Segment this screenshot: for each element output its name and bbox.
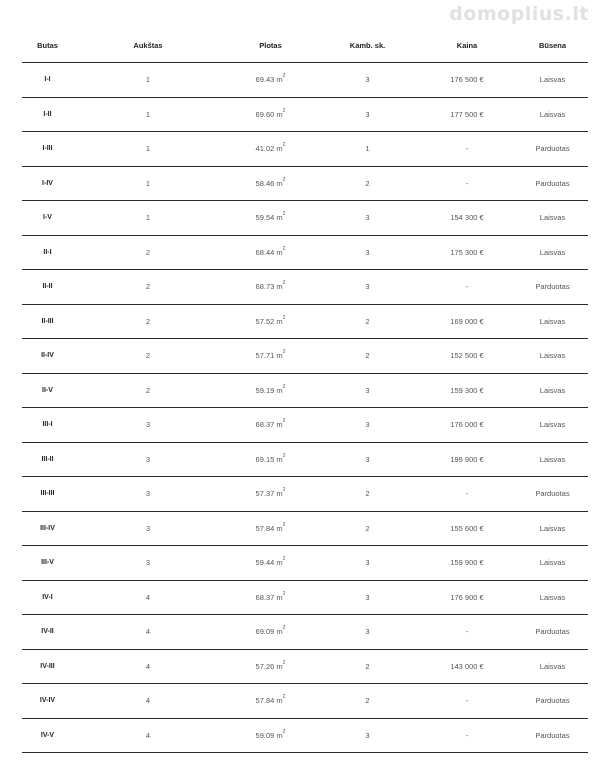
- area-value: 57.52: [255, 316, 275, 326]
- cell-busena: Parduotas: [517, 615, 588, 650]
- area-unit: m: [276, 385, 283, 395]
- area-unit-exponent: 2: [282, 487, 286, 494]
- cell-plotas: [223, 201, 318, 236]
- cell-kamb: 3: [318, 63, 417, 98]
- area-unit: m: [276, 454, 283, 464]
- cell-kaina: -: [417, 270, 517, 305]
- cell-busena: Parduotas: [517, 477, 588, 512]
- cell-kamb: 2: [318, 304, 417, 339]
- cell-aukstas: 4: [73, 615, 223, 650]
- cell-busena: Parduotas: [517, 270, 588, 305]
- cell-kaina: 199 900 €: [417, 442, 517, 477]
- cell-kaina: 176 900 €: [417, 580, 517, 615]
- area-unit-exponent: 2: [282, 176, 286, 183]
- cell-busena: Parduotas: [517, 166, 588, 201]
- cell-busena: Parduotas: [517, 684, 588, 719]
- cell-plotas: [223, 373, 318, 408]
- cell-kamb: 3: [318, 201, 417, 236]
- cell-kaina: 175 300 €: [417, 235, 517, 270]
- table-row: [22, 477, 588, 512]
- table-row: [22, 511, 588, 546]
- cell-butas: II-II: [22, 270, 73, 305]
- cell-kaina: 176 000 €: [417, 408, 517, 443]
- cell-aukstas: 2: [73, 339, 223, 374]
- cell-kamb: 2: [318, 511, 417, 546]
- area-unit: m: [276, 661, 283, 671]
- cell-aukstas: 1: [73, 132, 223, 167]
- area-value: 59.54: [255, 213, 275, 223]
- cell-plotas: [223, 132, 318, 167]
- table-row: [22, 408, 588, 443]
- cell-kamb: 3: [318, 442, 417, 477]
- cell-busena: Laisvas: [517, 442, 588, 477]
- cell-butas: IV-II: [22, 615, 73, 650]
- area-unit-exponent: 2: [282, 383, 286, 390]
- table-row: [22, 442, 588, 477]
- cell-butas: III-V: [22, 546, 73, 581]
- cell-butas: III-IV: [22, 511, 73, 546]
- area-unit-exponent: 2: [282, 211, 286, 218]
- cell-plotas: [223, 718, 318, 753]
- cell-kamb: 2: [318, 166, 417, 201]
- cell-kamb: 3: [318, 615, 417, 650]
- cell-kamb: 2: [318, 339, 417, 374]
- area-unit-exponent: 2: [282, 452, 286, 459]
- cell-plotas: [223, 97, 318, 132]
- area-unit-exponent: 2: [282, 349, 286, 356]
- header-aukstas: Aukštas: [73, 28, 223, 63]
- cell-aukstas: 1: [73, 201, 223, 236]
- area-value: 57.71: [255, 351, 275, 361]
- cell-kamb: 3: [318, 97, 417, 132]
- cell-aukstas: 3: [73, 408, 223, 443]
- table-row: [22, 304, 588, 339]
- cell-plotas: [223, 408, 318, 443]
- cell-busena: Parduotas: [517, 132, 588, 167]
- cell-busena: Laisvas: [517, 373, 588, 408]
- area-unit: m: [276, 178, 283, 188]
- cell-plotas: [223, 304, 318, 339]
- table-row: [22, 615, 588, 650]
- cell-aukstas: 1: [73, 97, 223, 132]
- cell-kamb: 3: [318, 373, 417, 408]
- area-unit: m: [276, 696, 283, 706]
- cell-aukstas: 3: [73, 442, 223, 477]
- area-unit-exponent: 2: [282, 245, 286, 252]
- table-row: [22, 339, 588, 374]
- area-unit-exponent: 2: [282, 728, 286, 735]
- cell-butas: I-I: [22, 63, 73, 98]
- cell-plotas: [223, 235, 318, 270]
- table-row: [22, 718, 588, 753]
- cell-butas: IV-I: [22, 580, 73, 615]
- cell-butas: II-V: [22, 373, 73, 408]
- cell-plotas: [223, 166, 318, 201]
- area-unit: m: [276, 282, 283, 292]
- header-kaina: Kaina: [417, 28, 517, 63]
- cell-plotas: [223, 511, 318, 546]
- area-unit-exponent: 2: [282, 314, 286, 321]
- cell-butas: IV-III: [22, 649, 73, 684]
- cell-butas: II-III: [22, 304, 73, 339]
- cell-plotas: [223, 649, 318, 684]
- area-unit: m: [276, 627, 283, 637]
- cell-kamb: 3: [318, 235, 417, 270]
- cell-butas: II-I: [22, 235, 73, 270]
- area-value: 59.19: [255, 385, 275, 395]
- table-row: [22, 201, 588, 236]
- cell-plotas: [223, 477, 318, 512]
- cell-aukstas: 1: [73, 166, 223, 201]
- area-unit-exponent: 2: [282, 107, 286, 114]
- cell-kaina: -: [417, 615, 517, 650]
- cell-butas: I-III: [22, 132, 73, 167]
- cell-plotas: [223, 63, 318, 98]
- cell-busena: Laisvas: [517, 63, 588, 98]
- cell-butas: I-II: [22, 97, 73, 132]
- cell-aukstas: 4: [73, 649, 223, 684]
- area-unit-exponent: 2: [282, 556, 286, 563]
- cell-aukstas: 3: [73, 511, 223, 546]
- area-unit-exponent: 2: [282, 659, 286, 666]
- watermark: domoplius.lt: [449, 3, 589, 25]
- area-unit: m: [276, 558, 283, 568]
- area-value: 69.15: [255, 454, 275, 464]
- cell-aukstas: 2: [73, 373, 223, 408]
- area-unit: m: [276, 75, 283, 85]
- cell-butas: IV-V: [22, 718, 73, 753]
- area-value: 68.37: [255, 592, 275, 602]
- area-value: 59.44: [255, 558, 275, 568]
- apartments-table: [22, 28, 588, 753]
- cell-busena: Laisvas: [517, 201, 588, 236]
- area-unit-exponent: 2: [282, 625, 286, 632]
- area-value: 41.02: [255, 144, 275, 154]
- cell-kaina: 177 500 €: [417, 97, 517, 132]
- cell-kamb: 2: [318, 649, 417, 684]
- table-row: [22, 684, 588, 719]
- cell-butas: III-III: [22, 477, 73, 512]
- area-unit: m: [276, 316, 283, 326]
- area-unit-exponent: 2: [282, 521, 286, 528]
- cell-kaina: 159 300 €: [417, 373, 517, 408]
- cell-busena: Laisvas: [517, 546, 588, 581]
- cell-kaina: -: [417, 166, 517, 201]
- area-unit: m: [276, 489, 283, 499]
- cell-aukstas: 3: [73, 477, 223, 512]
- cell-butas: II-IV: [22, 339, 73, 374]
- cell-kamb: 3: [318, 408, 417, 443]
- table-row: [22, 373, 588, 408]
- cell-busena: Laisvas: [517, 339, 588, 374]
- area-unit: m: [276, 730, 283, 740]
- cell-busena: Laisvas: [517, 580, 588, 615]
- cell-kamb: 3: [318, 546, 417, 581]
- cell-busena: Laisvas: [517, 511, 588, 546]
- cell-aukstas: 2: [73, 235, 223, 270]
- area-unit: m: [276, 351, 283, 361]
- cell-butas: III-II: [22, 442, 73, 477]
- area-value: 57.37: [255, 489, 275, 499]
- cell-kamb: 2: [318, 477, 417, 512]
- cell-busena: Laisvas: [517, 235, 588, 270]
- cell-kaina: -: [417, 718, 517, 753]
- cell-kaina: -: [417, 132, 517, 167]
- cell-plotas: [223, 339, 318, 374]
- area-unit-exponent: 2: [282, 418, 286, 425]
- cell-aukstas: 4: [73, 684, 223, 719]
- cell-plotas: [223, 442, 318, 477]
- area-value: 57.26: [255, 661, 275, 671]
- header-plotas: Plotas: [223, 28, 318, 63]
- cell-plotas: [223, 270, 318, 305]
- table-row: [22, 235, 588, 270]
- table-row: [22, 166, 588, 201]
- cell-kaina: 152 500 €: [417, 339, 517, 374]
- cell-kamb: 3: [318, 718, 417, 753]
- cell-kaina: 143 000 €: [417, 649, 517, 684]
- table-row: [22, 270, 588, 305]
- area-unit-exponent: 2: [282, 73, 286, 80]
- area-value: 69.43: [255, 75, 275, 85]
- cell-plotas: [223, 580, 318, 615]
- area-unit: m: [276, 109, 283, 119]
- header-kamb: Kamb. sk.: [318, 28, 417, 63]
- cell-aukstas: 3: [73, 546, 223, 581]
- cell-plotas: [223, 684, 318, 719]
- cell-butas: I-V: [22, 201, 73, 236]
- area-value: 58.46: [255, 178, 275, 188]
- area-value: 57.84: [255, 696, 275, 706]
- cell-aukstas: 2: [73, 304, 223, 339]
- area-value: 68.73: [255, 282, 275, 292]
- cell-busena: Laisvas: [517, 408, 588, 443]
- area-unit-exponent: 2: [282, 590, 286, 597]
- area-unit-exponent: 2: [282, 694, 286, 701]
- cell-kaina: 159 900 €: [417, 546, 517, 581]
- table-row: [22, 132, 588, 167]
- header-butas: Butas: [22, 28, 73, 63]
- area-unit-exponent: 2: [282, 142, 286, 149]
- cell-kaina: -: [417, 684, 517, 719]
- cell-plotas: [223, 615, 318, 650]
- area-value: 69.60: [255, 109, 275, 119]
- area-unit-exponent: 2: [282, 280, 286, 287]
- cell-kamb: 3: [318, 270, 417, 305]
- cell-aukstas: 4: [73, 580, 223, 615]
- area-unit: m: [276, 592, 283, 602]
- area-value: 57.84: [255, 523, 275, 533]
- area-value: 68.44: [255, 247, 275, 257]
- cell-kaina: 154 300 €: [417, 201, 517, 236]
- cell-butas: IV-IV: [22, 684, 73, 719]
- cell-kaina: 176 500 €: [417, 63, 517, 98]
- area-unit: m: [276, 420, 283, 430]
- cell-plotas: [223, 546, 318, 581]
- cell-aukstas: 2: [73, 270, 223, 305]
- table-row: [22, 97, 588, 132]
- cell-kaina: 155 600 €: [417, 511, 517, 546]
- table-row: [22, 63, 588, 98]
- table-row: [22, 546, 588, 581]
- cell-busena: Laisvas: [517, 304, 588, 339]
- area-value: 69.09: [255, 627, 275, 637]
- table-row: [22, 580, 588, 615]
- cell-busena: Laisvas: [517, 649, 588, 684]
- cell-kamb: 3: [318, 580, 417, 615]
- table-row: [22, 649, 588, 684]
- area-unit: m: [276, 144, 283, 154]
- cell-kamb: 1: [318, 132, 417, 167]
- area-value: 68.37: [255, 420, 275, 430]
- cell-aukstas: 1: [73, 63, 223, 98]
- area-value: 59.09: [255, 730, 275, 740]
- area-unit: m: [276, 247, 283, 257]
- cell-kaina: 169 000 €: [417, 304, 517, 339]
- area-unit: m: [276, 523, 283, 533]
- area-unit: m: [276, 213, 283, 223]
- cell-busena: Laisvas: [517, 97, 588, 132]
- table-header-row: [22, 28, 588, 63]
- cell-butas: I-IV: [22, 166, 73, 201]
- cell-busena: Parduotas: [517, 718, 588, 753]
- cell-aukstas: 4: [73, 718, 223, 753]
- header-busena: Būsena: [517, 28, 588, 63]
- cell-kaina: -: [417, 477, 517, 512]
- cell-kamb: 2: [318, 684, 417, 719]
- cell-butas: III-I: [22, 408, 73, 443]
